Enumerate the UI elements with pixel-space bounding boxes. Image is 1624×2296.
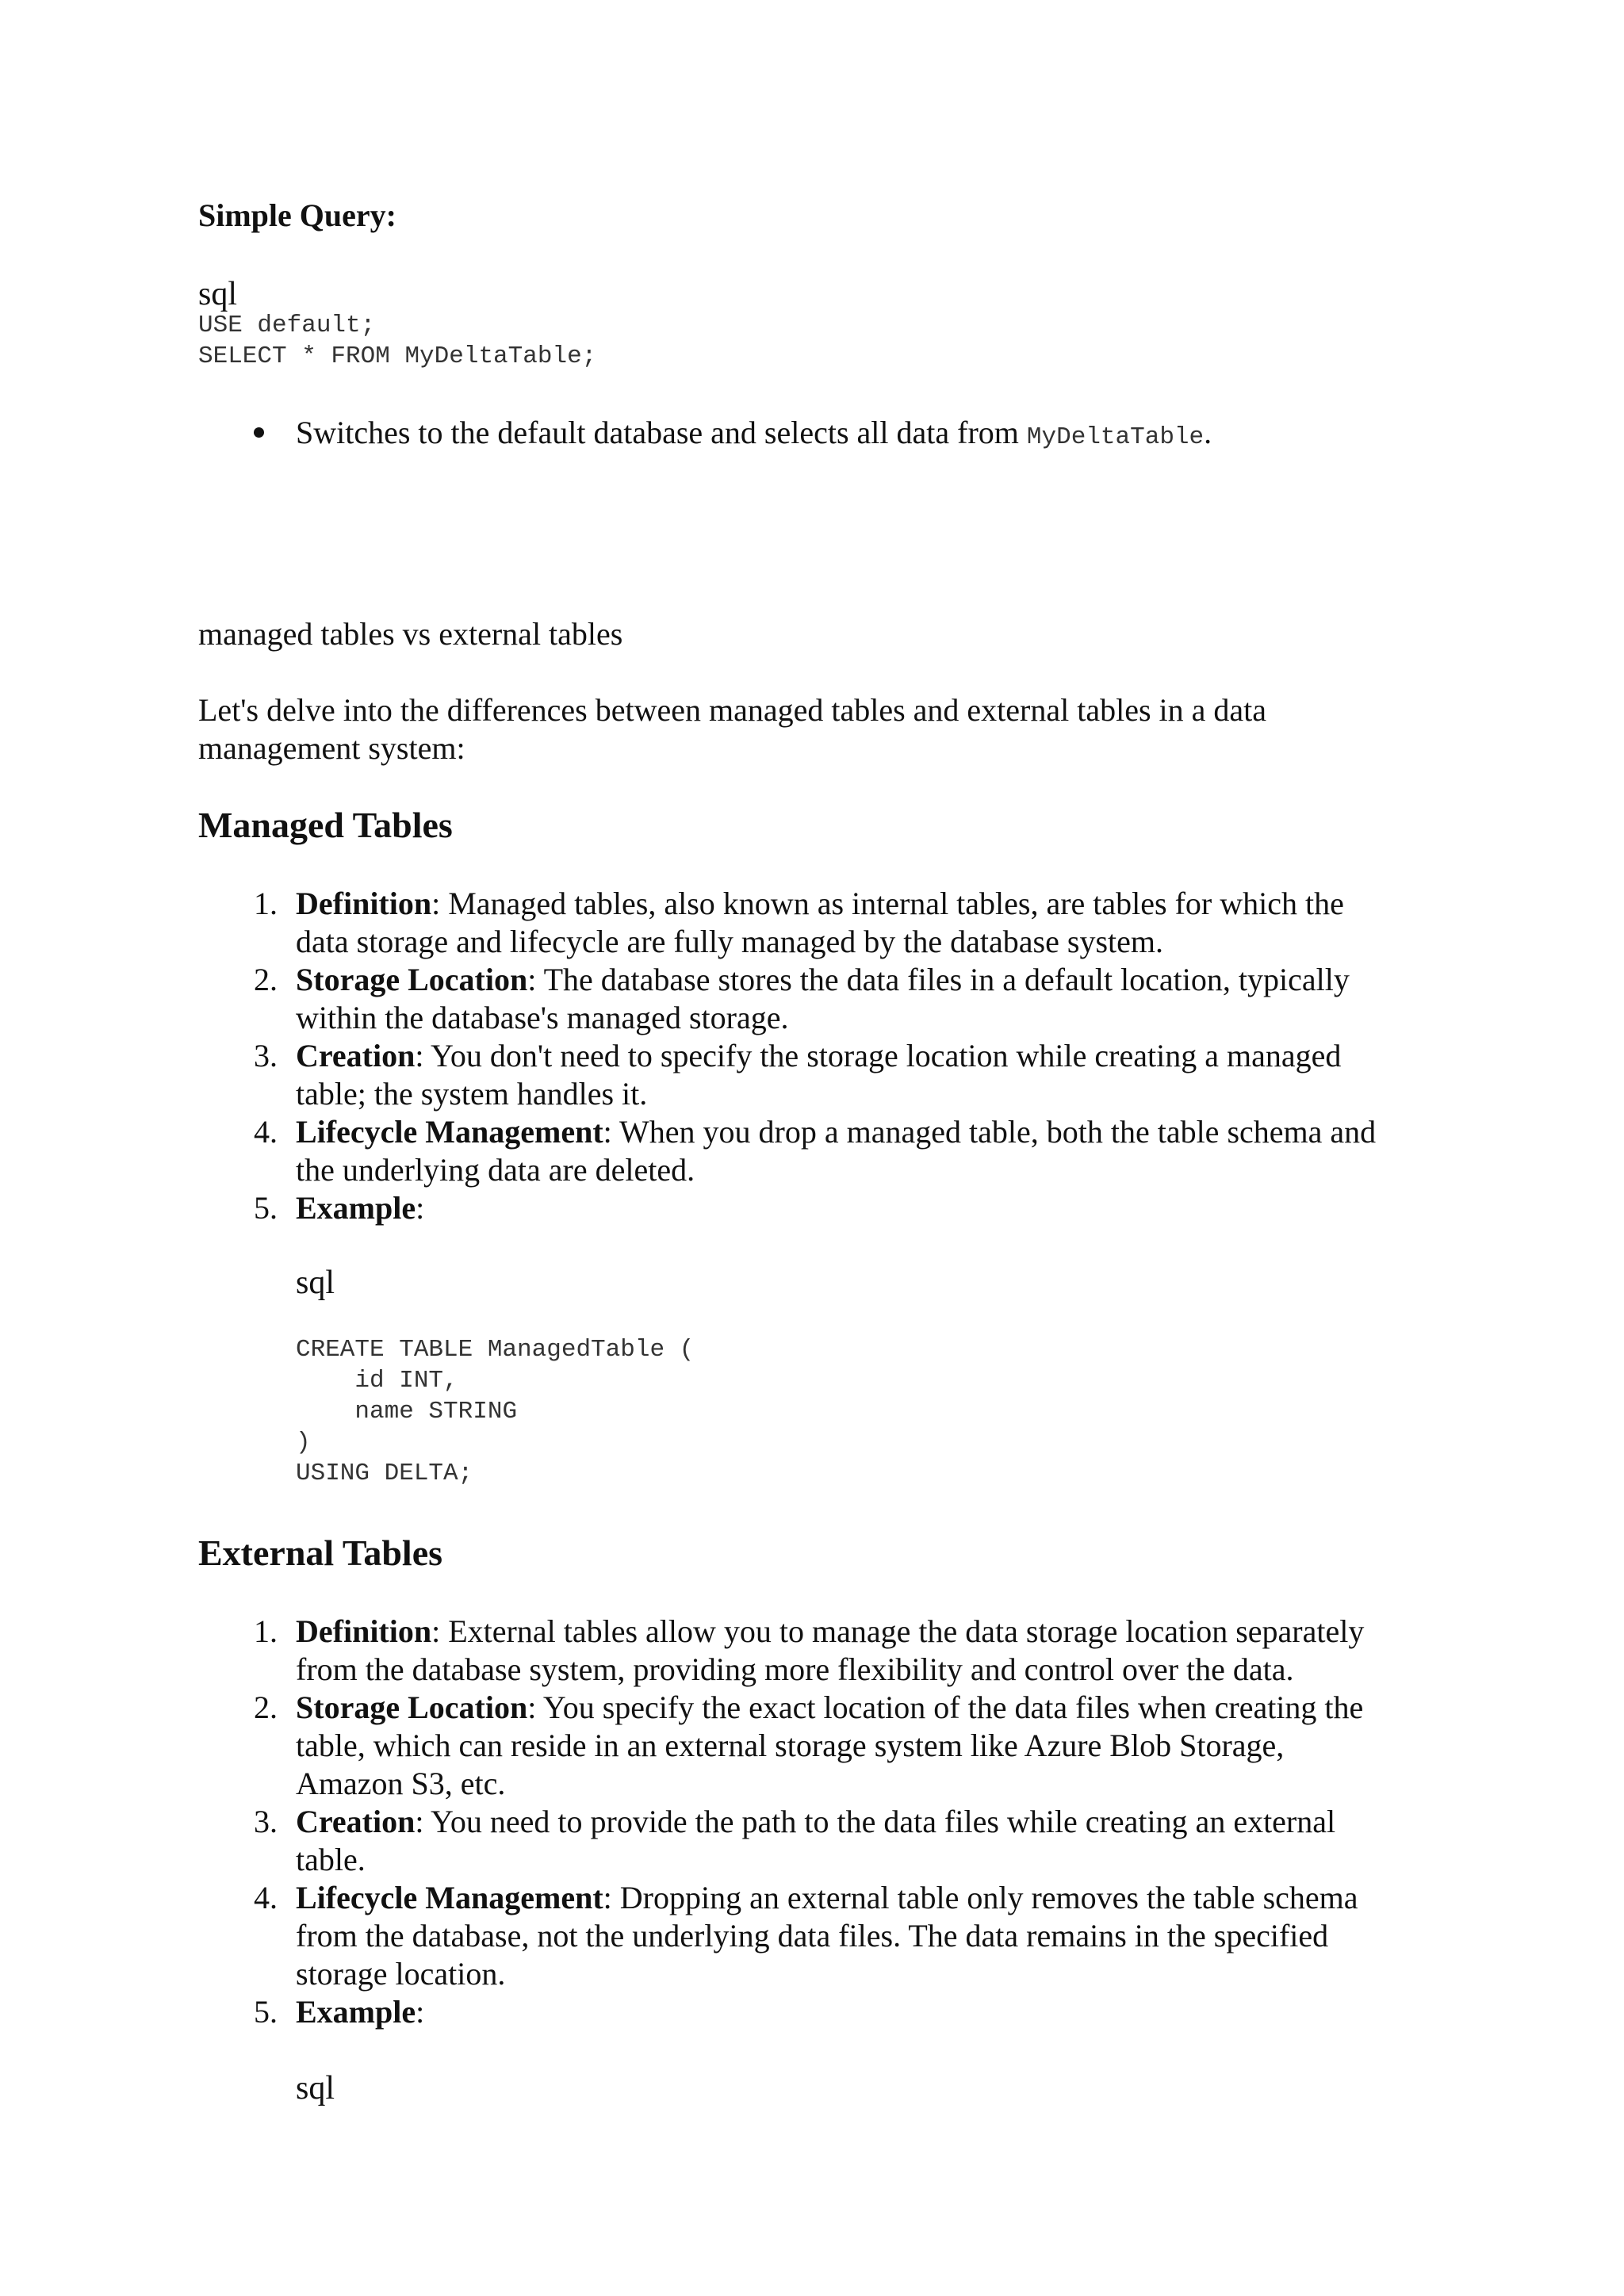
list-item-term: Storage Location	[296, 1689, 528, 1725]
list-item-line	[296, 1879, 1358, 1917]
list-item-text: from the database, not the underlying data files. The data remains in the specified	[296, 1918, 1329, 1954]
code-line: id INT,	[296, 1367, 458, 1395]
list-item-line	[296, 1955, 505, 1993]
list-number: 5.	[254, 1994, 278, 2030]
list-number: 4.	[254, 1880, 278, 1915]
list-item-line	[296, 961, 1350, 999]
list-item-line	[296, 1151, 695, 1189]
code-line: USE default;	[198, 312, 376, 339]
list-item-text: : When you drop a managed table, both the table schema and	[603, 1114, 1377, 1150]
list-item-text: : You specify the exact location of the data files when creating the	[527, 1689, 1364, 1725]
list-item-line	[296, 1113, 1376, 1151]
list-item-text: data storage and lifecycle are fully managed by the database system.	[296, 924, 1163, 959]
list-item-term: Creation	[296, 1038, 416, 1073]
list-number: 1.	[254, 886, 278, 921]
list-item-line	[296, 1765, 505, 1803]
list-item-term: Lifecycle Management	[296, 1114, 603, 1150]
list-number: 3.	[254, 1038, 278, 1073]
code-line: CREATE TABLE ManagedTable (	[296, 1336, 695, 1364]
list-item-line	[296, 1037, 1341, 1075]
list-item-line	[296, 1613, 1364, 1651]
list-item-line	[296, 1651, 1294, 1689]
list-item-term: Storage Location	[296, 962, 528, 997]
list-number: 1.	[254, 1613, 278, 1649]
list-item-text: within the database's managed storage.	[296, 1000, 789, 1035]
list-item-text: :	[416, 1994, 425, 2030]
simple-query-heading: Simple Query:	[198, 197, 396, 233]
code-line: USING DELTA;	[296, 1460, 473, 1487]
code-line: name STRING	[296, 1398, 518, 1425]
list-item-text: table, which can reside in an external storage system like Azure Blob Storage,	[296, 1728, 1285, 1763]
list-item-line	[296, 1075, 647, 1113]
list-item-term: Lifecycle Management	[296, 1880, 603, 1915]
list-item-line	[296, 1803, 1335, 1841]
list-item-text: Amazon S3, etc.	[296, 1766, 506, 1801]
list-item-term: Definition	[296, 1613, 432, 1649]
managed-tables-heading: Managed Tables	[198, 805, 453, 845]
list-number: 5.	[254, 1190, 278, 1226]
bullet-icon	[254, 427, 264, 438]
list-item-line	[296, 1917, 1328, 1955]
list-item-text: : External tables allow you to manage the data storage location separately	[431, 1613, 1365, 1649]
list-item-term: Definition	[296, 886, 432, 921]
list-item-text: : Dropping an external table only removes the table schema	[603, 1880, 1358, 1915]
list-item-text: : Managed tables, also known as internal tables, are tables for which the	[431, 886, 1344, 921]
list-item-term: Example	[296, 1190, 416, 1226]
list-number: 2.	[254, 1689, 278, 1725]
list-item-line	[296, 1841, 366, 1879]
list-item-text: the underlying data are deleted.	[296, 1152, 695, 1188]
bullet-item	[296, 414, 1212, 457]
list-item-line	[296, 1189, 424, 1227]
inline-code: MyDeltaTable	[1026, 423, 1205, 451]
section-title: managed tables vs external tables	[198, 616, 623, 652]
code-line: )	[296, 1429, 311, 1456]
intro-line: Let's delve into the differences between managed tables and external tables in a data	[198, 692, 1267, 728]
bullet-end: .	[1204, 415, 1212, 450]
code-language-label: sql	[296, 2070, 335, 2107]
external-tables-heading: External Tables	[198, 1533, 443, 1573]
bullet-text: Switches to the default database and selects all data from	[296, 415, 1027, 450]
list-item-text: : You need to provide the path to the data files while creating an external	[415, 1804, 1336, 1839]
list-number: 4.	[254, 1114, 278, 1150]
list-item-text: : The database stores the data files in a default location, typically	[527, 962, 1350, 997]
list-number: 3.	[254, 1804, 278, 1839]
list-item-line	[296, 999, 788, 1037]
list-item-line	[296, 1993, 424, 2031]
list-item-line	[296, 1727, 1284, 1765]
list-item-text: storage location.	[296, 1956, 506, 1992]
list-item-term: Creation	[296, 1804, 416, 1839]
code-language-label: sql	[296, 1265, 335, 1301]
list-number: 2.	[254, 962, 278, 997]
list-item-line	[296, 923, 1163, 961]
code-line: SELECT * FROM MyDeltaTable;	[198, 342, 597, 370]
list-item-text: :	[416, 1190, 425, 1226]
list-item-line	[296, 885, 1344, 923]
list-item-text: table.	[296, 1842, 366, 1877]
list-item-term: Example	[296, 1994, 416, 2030]
intro-line: management system:	[198, 730, 465, 766]
list-item-text: from the database system, providing more flexibility and control over the data.	[296, 1651, 1294, 1687]
list-item-line	[296, 1689, 1363, 1727]
list-item-text: : You don't need to specify the storage location while creating a managed	[415, 1038, 1342, 1073]
code-language-label: sql	[198, 276, 238, 312]
list-item-text: table; the system handles it.	[296, 1076, 648, 1112]
